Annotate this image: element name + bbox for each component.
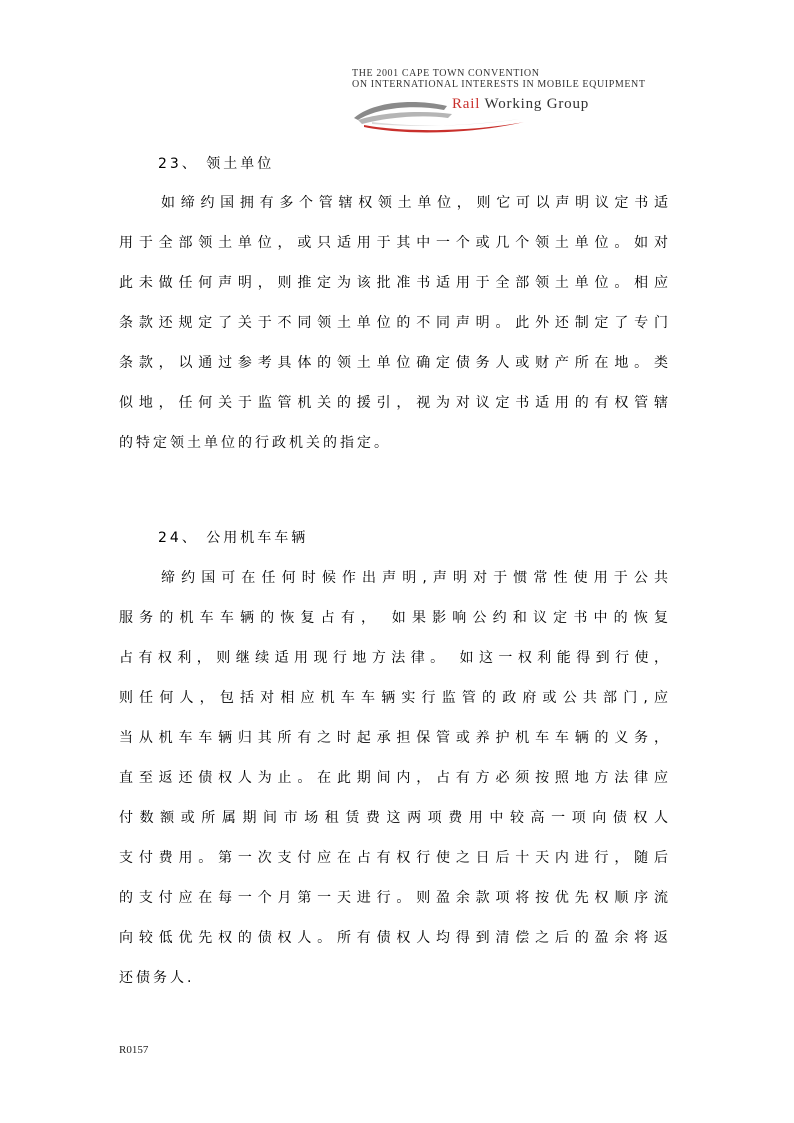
paragraph-line: 条款还规定了关于不同领土单位的不同声明。此外还制定了专门: [119, 315, 671, 331]
paragraph-line: 缔约国可在任何时候作出声明,声明对于惯常性使用于公共: [161, 570, 671, 586]
brand-rail-text: Rail: [452, 96, 481, 112]
paragraph-line: 此未做任何声明，则推定为该批准书适用于全部领土单位。相应: [119, 275, 671, 291]
paragraph-line: 服务的机车车辆的恢复占有， 如果影响公约和议定书中的恢复: [119, 610, 671, 626]
header-logo-block: [352, 68, 672, 138]
paragraph-line: 如缔约国拥有多个管辖权领土单位，则它可以声明议定书适: [161, 195, 671, 211]
paragraph-line: 直至返还债权人为止。在此期间内，占有方必须按照地方法律应: [119, 770, 671, 786]
document-code: R0157: [119, 1044, 149, 1056]
section-23-title: 23、 领土单位: [158, 156, 275, 172]
paragraph-line: 支付费用。第一次支付应在占有权行使之日后十天内进行，随后: [119, 850, 671, 866]
section-23-body: [119, 194, 671, 474]
paragraph-line: 条款，以通过参考具体的领土单位确定债务人或财产所在地。类: [119, 355, 671, 371]
section-24-title: 24、 公用机车车辆: [158, 530, 309, 546]
paragraph-line: 当从机车车辆归其所有之时起承担保管或养护机车车辆的义务，: [119, 730, 671, 746]
paragraph-line: 还债务人.: [119, 970, 195, 986]
convention-title-line1: THE 2001 CAPE TOWN CONVENTION: [352, 68, 540, 79]
convention-title-line2: ON INTERNATIONAL INTERESTS IN MOBILE EQUIPMENT: [352, 79, 646, 90]
paragraph-line: 向较低优先权的债权人。所有债权人均得到清偿之后的盈余将返: [119, 930, 671, 946]
paragraph-line: 占有权利，则继续适用现行地方法律。 如这一权利能得到行使，: [119, 650, 671, 666]
paragraph-line: 用于全部领土单位，或只适用于其中一个或几个领土单位。如对: [119, 235, 671, 251]
section-24-body: [119, 569, 671, 1009]
paragraph-line: 则任何人，包括对相应机车车辆实行监管的政府或公共部门,应: [119, 690, 671, 706]
rail-working-group-brand: [452, 96, 589, 113]
paragraph-line: 似地，任何关于监管机关的援引，视为对议定书适用的有权管辖: [119, 395, 671, 411]
brand-working-group-text: Working Group: [480, 96, 590, 112]
paragraph-line: 的特定领土单位的行政机关的指定。: [119, 435, 391, 451]
paragraph-line: 付数额或所属期间市场租赁费这两项费用中较高一项向债权人: [119, 810, 671, 826]
paragraph-line: 的支付应在每一个月第一天进行。则盈余款项将按优先权顺序流: [119, 890, 671, 906]
